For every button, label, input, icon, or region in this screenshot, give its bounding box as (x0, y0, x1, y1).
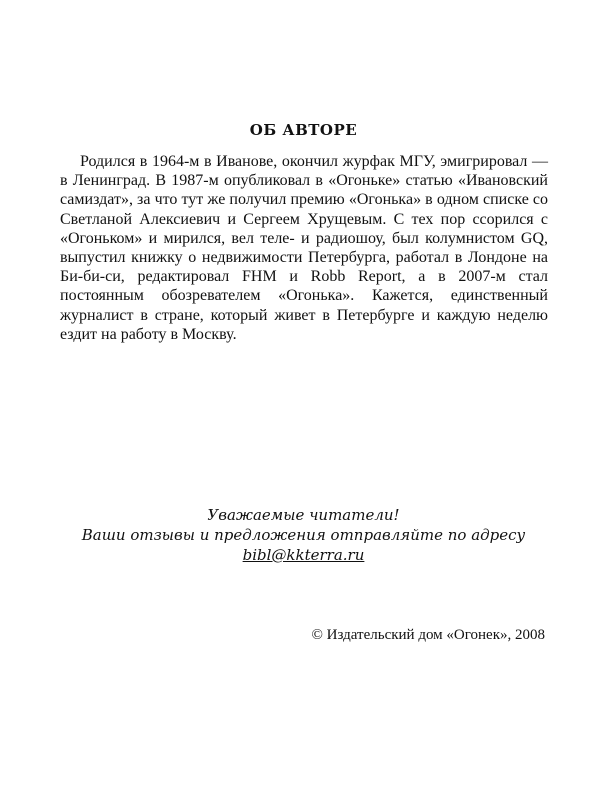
readers-request: Ваши отзывы и предложения отправляйте по адресу (81, 526, 526, 544)
about-author-heading: ОБ АВТОРЕ (249, 121, 358, 139)
readers-greeting: Уважаемые читатели! (207, 506, 400, 524)
copyright-notice: © Издательский дом «Огонек», 2008 (311, 627, 545, 643)
author-bio: Родился в 1964-м в Иванове, окончил журфак МГУ, эмигрировал — в Ленинград. В 1987-м опубликовал в «Огоньке» статью «Ивановский самиздат», за что тут же получил премию «Огонька» в одном списке со Светланой Алексиевич и Сергеем Хрущевым. С тех пор ссорился с «Огоньком» и мирился, вел теле- и радиошоу, был колумнистом GQ, выпустил книжку о недвижимости Петербурга, работал в Лондоне на Би-би-си, редактировал FHM и Robb Report, а в 2007-м стал постоянным обозревателем «Огонька». Кажется, единственный журналист в стране, который живет в Петербурге и каждую неделю ездит на работу в Москву. (60, 153, 548, 343)
email-link[interactable]: bibl@kkterra.ru (242, 546, 365, 564)
readers-note (0, 505, 607, 565)
